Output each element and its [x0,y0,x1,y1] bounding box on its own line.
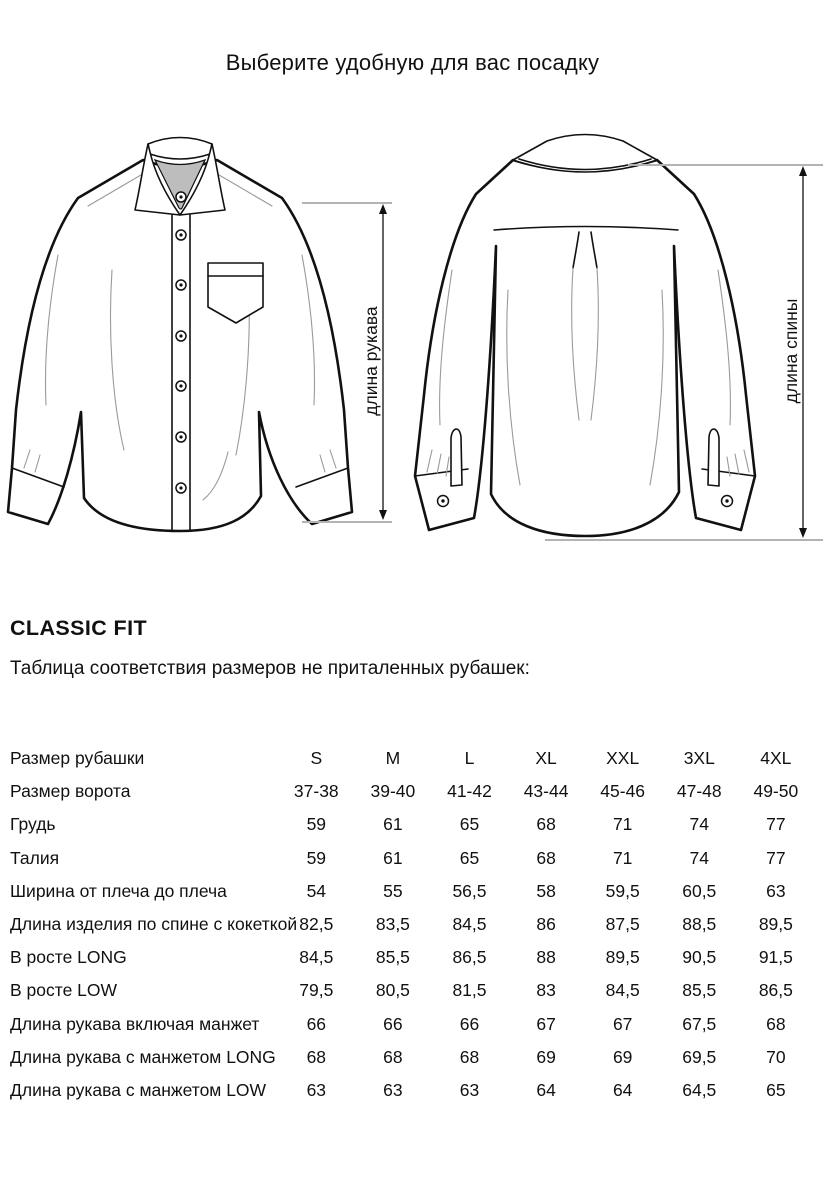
size-cell: 59 [306,847,327,868]
size-cell: 68 [536,847,556,868]
table-row [10,1074,818,1107]
size-cell: 67,5 [682,1013,717,1034]
size-cell: 66 [459,1013,480,1034]
row-label: Талия [10,847,60,868]
size-cell: 66 [306,1013,327,1034]
back-collar [513,135,657,173]
size-cell: 65 [459,847,480,868]
size-cell: 82,5 [299,914,334,935]
size-cell: 74 [689,847,709,868]
size-cell: 84,5 [605,980,640,1001]
size-cell: 71 [612,847,633,868]
table-row [10,908,818,941]
size-cell: 63 [459,1079,480,1100]
size-cell: 49-50 [753,781,799,802]
size-cell: 81,5 [452,980,487,1001]
size-cell: 66 [383,1013,403,1034]
size-cell: 91,5 [758,947,793,968]
size-cell: 85,5 [682,980,717,1001]
size-cell: 41-42 [447,781,492,802]
size-cell: 89,5 [605,947,640,968]
row-label: Размер ворота [10,781,131,802]
row-label: Ширина от плеча до плеча [10,880,227,901]
row-label: Длина рукава включая манжет [10,1013,260,1034]
size-cell: 70 [766,1046,786,1067]
row-label: Длина рукава с манжетом LONG [10,1046,276,1067]
shirt-front-drawing [8,138,352,532]
size-cell: 61 [383,847,403,868]
size-cell: 59,5 [605,880,640,901]
fit-subtitle: Таблица соответствия размеров не приталенных рубашек: [10,658,530,679]
size-column-header: M [385,748,401,769]
row-label: Длина рукава с манжетом LOW [10,1079,267,1100]
size-cell: 61 [383,814,403,835]
row-label: Размер рубашки [10,748,145,769]
size-cell: 84,5 [452,914,487,935]
size-cell: 77 [766,814,786,835]
row-label: Грудь [10,814,56,835]
size-cell: 84,5 [299,947,334,968]
table-row [10,941,818,974]
size-table [10,742,818,1107]
size-cell: 83 [536,980,556,1001]
table-row [10,1041,818,1074]
row-label: В росте LONG [10,947,127,968]
row-label: В росте LOW [10,980,118,1001]
size-cell: 65 [459,814,480,835]
size-cell: 59 [306,814,327,835]
table-row [10,742,818,775]
size-column-header: 3XL [683,748,715,769]
table-row [10,974,818,1007]
size-cell: 67 [612,1013,633,1034]
size-cell: 77 [766,847,786,868]
size-cell: 86,5 [452,947,487,968]
size-cell: 83,5 [375,914,410,935]
size-cell: 69 [612,1046,633,1067]
size-cell: 55 [383,880,403,901]
size-column-header: 4XL [760,748,792,769]
fit-heading: CLASSIC FIT [10,616,147,640]
size-cell: 86 [536,914,556,935]
size-cell: 54 [306,880,327,901]
shirt-measurement-diagram [0,120,825,590]
size-cell: 67 [536,1013,556,1034]
size-cell: 63 [766,880,786,901]
size-cell: 69,5 [682,1046,717,1067]
table-row [10,1008,818,1041]
size-column-header: L [464,748,475,769]
size-cell: 47-48 [676,781,722,802]
size-cell: 56,5 [452,880,487,901]
front-collar [135,138,225,216]
size-cell: 64,5 [682,1079,717,1100]
size-cell: 65 [766,1079,786,1100]
table-row [10,875,818,908]
size-cell: 85,5 [375,947,410,968]
size-cell: 64 [536,1079,556,1100]
table-row [10,775,818,808]
size-column-header: XL [535,748,557,769]
size-column-header: S [310,748,323,769]
size-cell: 68 [306,1046,327,1067]
table-row [10,808,818,841]
page-title: Выберите удобную для вас посадку [225,50,600,75]
size-cell: 37-38 [293,781,339,802]
size-cell: 68 [536,814,556,835]
size-cell: 68 [766,1013,786,1034]
size-cell: 74 [689,814,709,835]
size-cell: 69 [536,1046,556,1067]
shirt-back-drawing [415,135,755,537]
sleeve-length-label: длина рукава [361,306,381,416]
size-cell: 71 [612,814,633,835]
table-row [10,842,818,875]
size-cell: 63 [383,1079,403,1100]
size-cell: 89,5 [758,914,793,935]
size-cell: 64 [612,1079,633,1100]
size-cell: 58 [536,880,556,901]
size-cell: 88 [536,947,556,968]
size-column-header: XXL [606,748,640,769]
size-cell: 39-40 [370,781,416,802]
row-label: Длина изделия по спине с кокеткой [10,914,298,935]
size-cell: 79,5 [299,980,334,1001]
size-cell: 88,5 [682,914,717,935]
size-cell: 68 [383,1046,403,1067]
size-cell: 87,5 [605,914,640,935]
size-cell: 63 [306,1079,327,1100]
size-cell: 68 [459,1046,480,1067]
size-cell: 80,5 [375,980,410,1001]
back-length-label: длина спины [781,298,801,404]
size-cell: 60,5 [682,880,717,901]
size-cell: 86,5 [758,980,793,1001]
size-cell: 45-46 [600,781,646,802]
size-cell: 43-44 [523,781,569,802]
size-cell: 90,5 [682,947,717,968]
